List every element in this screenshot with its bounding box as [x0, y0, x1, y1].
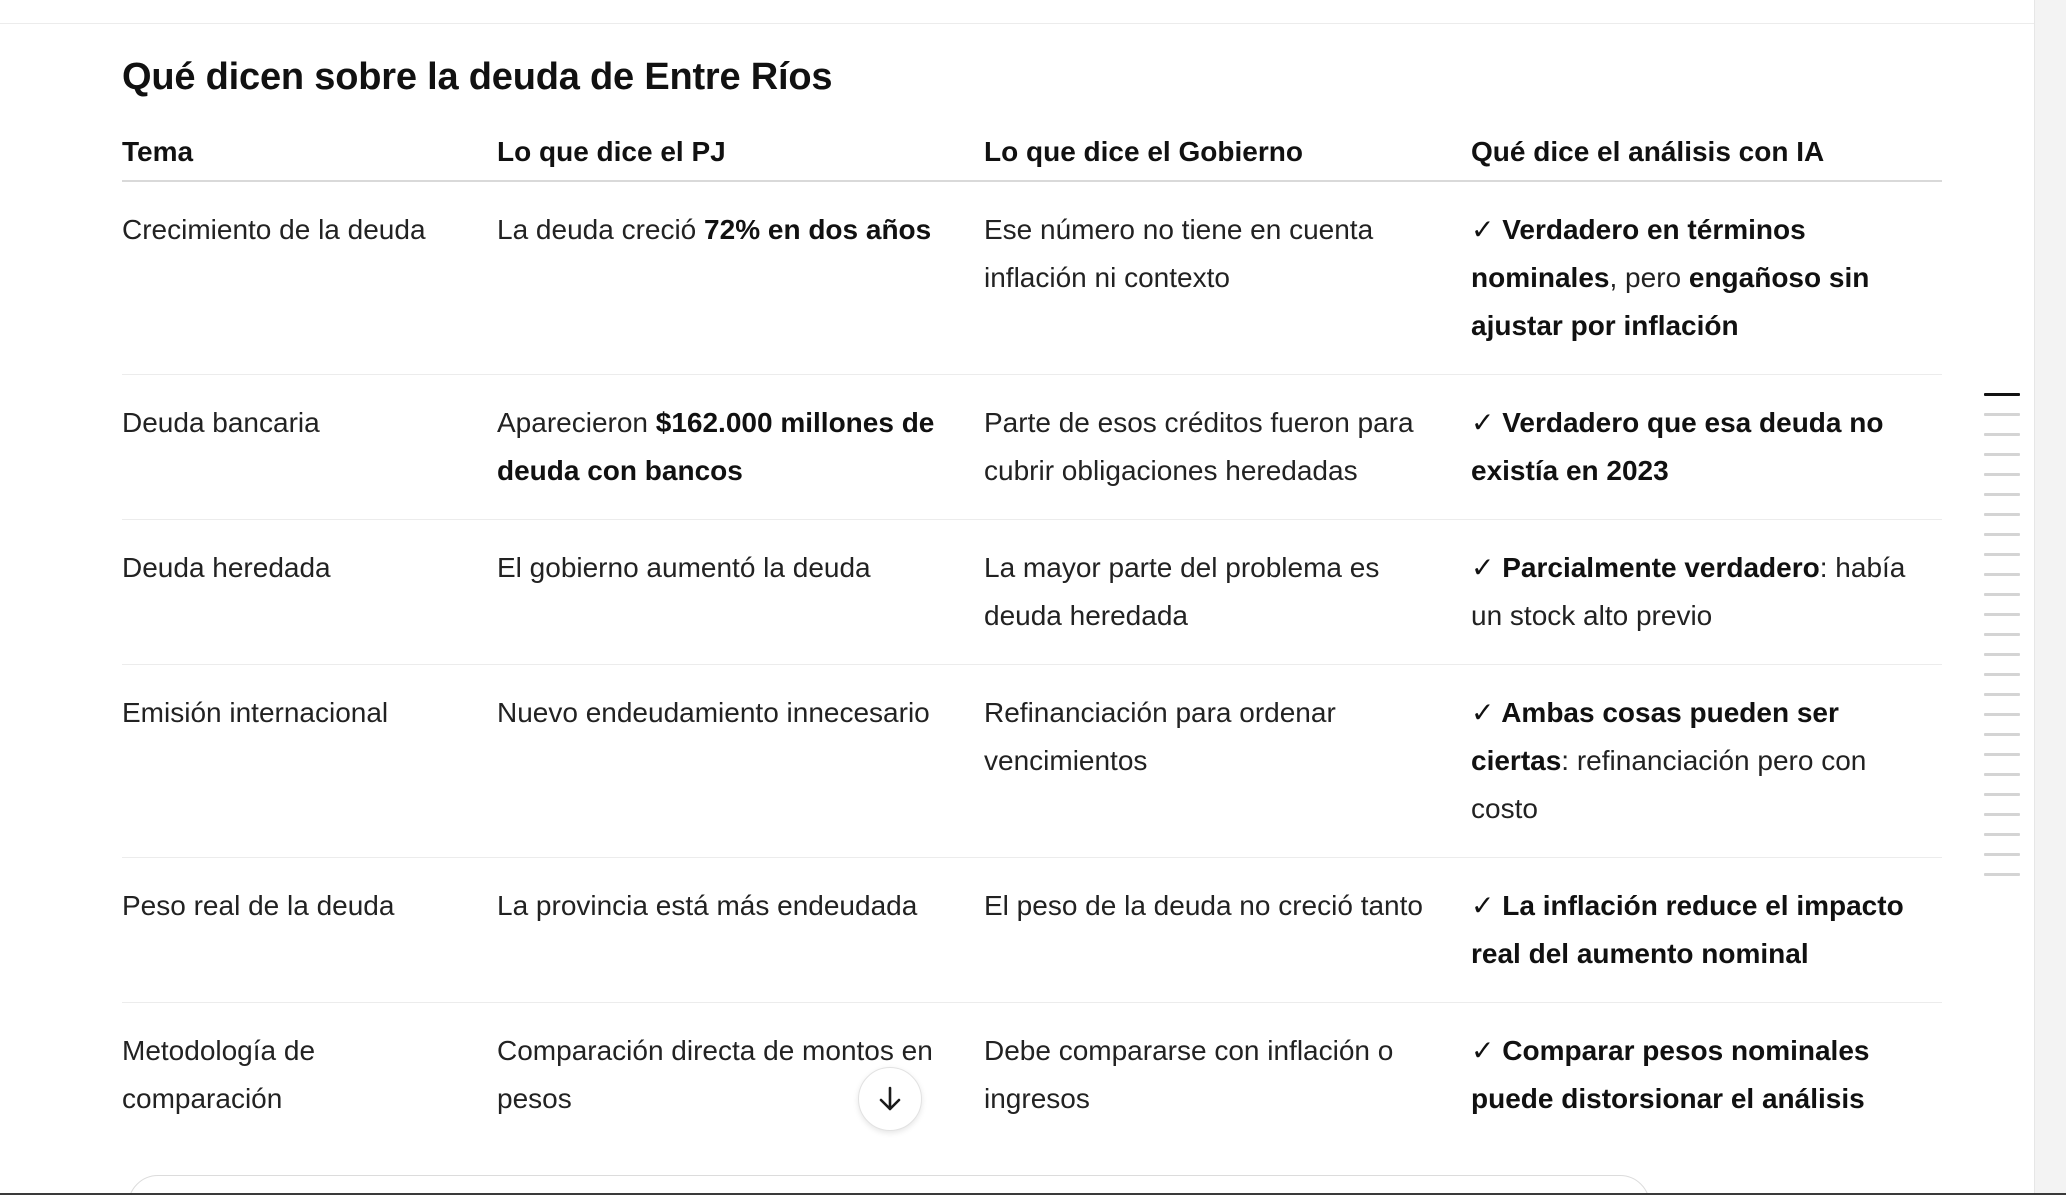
minimap-tick[interactable] [1984, 673, 2020, 676]
minimap-tick[interactable] [1984, 773, 2020, 776]
column-header-pj: Lo que dice el PJ [497, 124, 984, 181]
column-header-ia: Qué dice el análisis con IA [1471, 124, 1942, 181]
minimap-tick[interactable] [1984, 513, 2020, 516]
cell-ia [1471, 1003, 1942, 1148]
text-segment: Ese número no tiene en cuenta inflación ni contexto [984, 214, 1374, 293]
minimap-tick[interactable] [1984, 873, 2020, 876]
text-segment: Comparación directa de montos en pesos [497, 1035, 933, 1114]
text-segment: El peso de la deuda no creció tanto [984, 890, 1423, 921]
minimap-tick[interactable] [1984, 413, 2020, 416]
cell-tema: Crecimiento de la deuda [122, 181, 497, 375]
cell-ia [1471, 375, 1942, 520]
text-segment: : refinanciación pero con costo [1471, 745, 1867, 824]
text-segment: La provincia está más endeudada [497, 890, 918, 921]
scroll-to-bottom-button[interactable] [858, 1067, 922, 1131]
minimap-tick[interactable] [1984, 853, 2020, 856]
cell-gobierno [984, 858, 1471, 1003]
cell-pj [497, 858, 984, 1003]
header-divider [0, 23, 2034, 24]
table-body [122, 181, 1942, 1147]
cell-ia [1471, 181, 1942, 375]
text-segment: La deuda creció [497, 214, 705, 245]
minimap-tick[interactable] [1984, 813, 2020, 816]
cell-tema: Peso real de la deuda [122, 858, 497, 1003]
table-row [122, 181, 1942, 375]
text-segment: : había un stock alto previo [1471, 552, 1906, 631]
bold-text-segment: $162.000 millones de deuda con bancos [497, 407, 935, 486]
cell-pj [497, 375, 984, 520]
minimap-tick[interactable] [1984, 833, 2020, 836]
column-header-gobierno: Lo que dice el Gobierno [984, 124, 1471, 181]
section-title: Qué dicen sobre la deuda de Entre Ríos [122, 56, 833, 98]
table-row [122, 520, 1942, 665]
cell-ia [1471, 858, 1942, 1003]
minimap-tick[interactable] [1984, 693, 2020, 696]
cell-gobierno [984, 375, 1471, 520]
bold-text-segment: ✓ Verdadero que esa deuda no existía en 2023 [1471, 407, 1884, 486]
text-segment: El gobierno aumentó la deuda [497, 552, 871, 583]
minimap-tick[interactable] [1984, 793, 2020, 796]
cell-gobierno [984, 1003, 1471, 1148]
text-segment: Aparecieron [497, 407, 656, 438]
cell-tema: Metodología de comparación [122, 1035, 316, 1114]
minimap-tick[interactable] [1984, 753, 2020, 756]
minimap-tick[interactable] [1984, 433, 2020, 436]
cell-gobierno [984, 181, 1471, 375]
message-composer[interactable] [128, 1175, 1650, 1195]
cell-tema: Emisión internacional [122, 665, 497, 858]
minimap-tick[interactable] [1984, 393, 2020, 396]
text-segment: Nuevo endeudamiento innecesario [497, 697, 930, 728]
bold-text-segment: ✓ Verdadero en términos nominales [1471, 214, 1806, 293]
bold-text-segment: ✓ La inflación reduce el impacto real del aumento nominal [1471, 890, 1904, 969]
table-row [122, 375, 1942, 520]
bold-text-segment: ✓ Comparar pesos nominales puede distorsionar el análisis [1471, 1035, 1870, 1114]
minimap-tick[interactable] [1984, 633, 2020, 636]
cell-ia [1471, 520, 1942, 665]
text-segment: Parte de esos créditos fueron para cubrir obligaciones heredadas [984, 407, 1414, 486]
table-row [122, 1003, 1942, 1148]
bold-text-segment: engañoso sin ajustar por inflación [1471, 262, 1870, 341]
minimap-tick[interactable] [1984, 493, 2020, 496]
arrow-down-icon [875, 1084, 905, 1114]
comparison-table [122, 124, 1942, 1147]
cell-gobierno [984, 665, 1471, 858]
bold-text-segment: ✓ Parcialmente verdadero [1471, 552, 1820, 583]
minimap-tick[interactable] [1984, 473, 2020, 476]
minimap-tick[interactable] [1984, 713, 2020, 716]
bold-text-segment: 72% en dos años [704, 214, 932, 245]
cell-pj [497, 665, 984, 858]
conversation-minimap[interactable] [1984, 393, 2020, 893]
cell-pj [497, 181, 984, 375]
text-segment: Debe compararse con inflación o ingresos [984, 1035, 1394, 1114]
minimap-tick[interactable] [1984, 733, 2020, 736]
text-segment: La mayor parte del problema es deuda heredada [984, 552, 1380, 631]
minimap-tick[interactable] [1984, 553, 2020, 556]
window-scrollbar-track[interactable] [2034, 0, 2066, 1195]
column-header-tema: Tema [122, 124, 497, 181]
table-row [122, 665, 1942, 858]
table-row [122, 858, 1942, 1003]
minimap-tick[interactable] [1984, 573, 2020, 576]
minimap-tick[interactable] [1984, 613, 2020, 616]
minimap-tick[interactable] [1984, 593, 2020, 596]
cell-ia [1471, 665, 1942, 858]
minimap-tick[interactable] [1984, 653, 2020, 656]
cell-tema: Deuda heredada [122, 520, 497, 665]
text-segment: Refinanciación para ordenar vencimientos [984, 697, 1336, 776]
cell-gobierno [984, 520, 1471, 665]
text-segment: , pero [1609, 262, 1689, 293]
minimap-tick[interactable] [1984, 533, 2020, 536]
minimap-tick[interactable] [1984, 453, 2020, 456]
table-header-row [122, 124, 1942, 181]
cell-tema: Deuda bancaria [122, 375, 497, 520]
cell-pj [497, 520, 984, 665]
bold-text-segment: ✓ Ambas cosas pueden ser ciertas [1471, 697, 1839, 776]
